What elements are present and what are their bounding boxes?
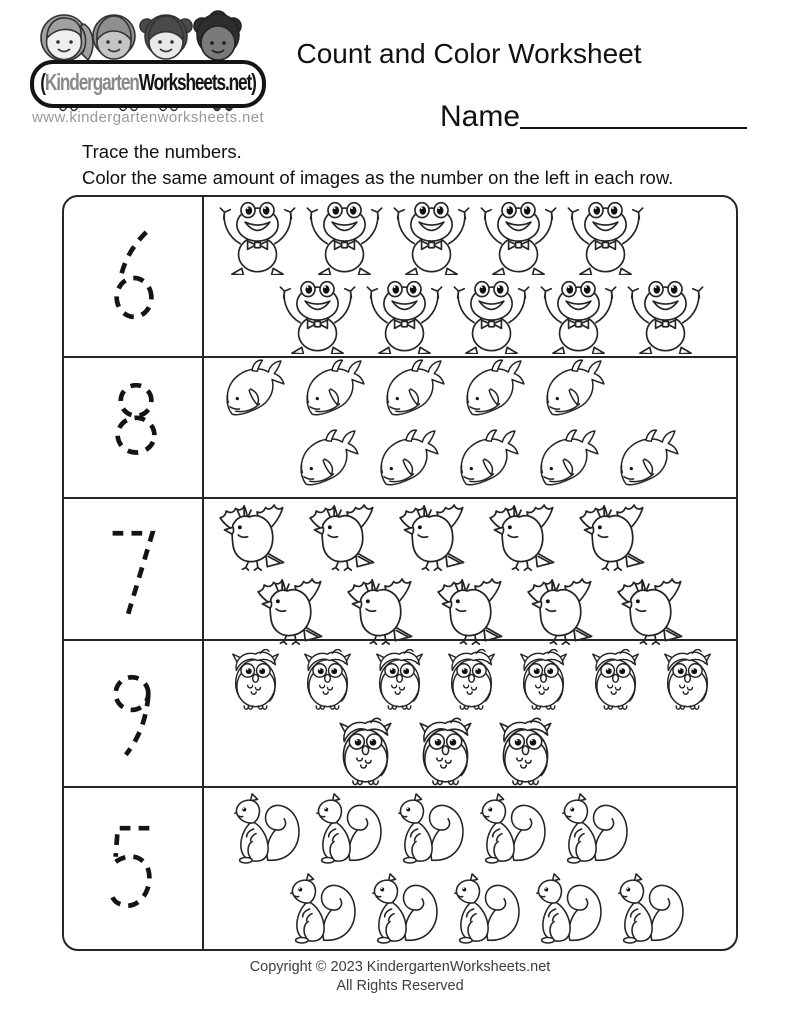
bird-image [340, 573, 430, 645]
bird-image [430, 573, 520, 645]
animal-line-bottom [204, 716, 736, 791]
animal-line-top [204, 788, 736, 869]
dolphin-image [612, 428, 692, 496]
frog-image [475, 199, 562, 275]
squirrel-image [388, 791, 470, 867]
worksheet-row [64, 356, 736, 497]
bird-image [250, 573, 340, 645]
frog-image [388, 199, 475, 275]
logo-name-gray: Kindergarten [44, 68, 139, 95]
name-blank-line [520, 117, 747, 129]
bird-image [302, 499, 392, 571]
trace-number-cell [64, 197, 204, 356]
dolphin-image [372, 428, 452, 496]
frog-image [562, 199, 649, 275]
name-label: Name [440, 100, 521, 133]
bird-image [610, 573, 700, 645]
count-and-color-table [62, 195, 738, 951]
animal-line-top [204, 197, 736, 277]
trace-number [91, 377, 175, 479]
instruction-line-1: Trace the numbers. [82, 141, 242, 162]
squirrel-image [362, 871, 444, 947]
squirrel-image [470, 791, 552, 867]
copyright-text: Copyright © 2023 KindergartenWorksheets.net [249, 959, 551, 975]
frog-image [535, 278, 622, 354]
trace-number [91, 226, 175, 328]
owl-image [486, 713, 565, 789]
squirrel-image [224, 791, 306, 867]
page-title: Count and Color Worksheet [296, 38, 642, 69]
bird-image [572, 499, 662, 571]
rights-text: All Rights Reserved [336, 978, 464, 994]
logo-site-name [40, 64, 256, 100]
worksheet-row [64, 197, 736, 356]
kid-boy-curly-hair-icon [194, 11, 241, 60]
trace-number [91, 665, 175, 767]
trace-number [91, 522, 175, 624]
squirrel-image [306, 791, 388, 867]
animal-line-top [204, 641, 736, 716]
kid-girl-pigtails-icon [140, 15, 192, 59]
trace-number-cell [64, 641, 204, 791]
worksheet-row [64, 497, 736, 639]
logo-paren-right: ) [251, 68, 256, 95]
dolphin-image [538, 358, 618, 426]
logo-name-black: Worksheets.net [138, 68, 252, 95]
animal-line-bottom [204, 428, 736, 498]
bird-image [482, 499, 572, 571]
animal-line-bottom [204, 277, 736, 357]
owl-image [652, 644, 723, 714]
owl-image [580, 644, 651, 714]
dolphin-image [292, 428, 372, 496]
bird-image [212, 499, 302, 571]
frog-image [448, 278, 535, 354]
animal-line-bottom [204, 869, 736, 950]
animal-line-top [204, 499, 736, 573]
owl-image [220, 644, 291, 714]
worksheet-row [64, 639, 736, 786]
animal-images-cell [204, 499, 736, 647]
frog-image [361, 278, 448, 354]
animal-line-top [204, 358, 736, 428]
kid-boy-gray-icon [93, 15, 135, 59]
worksheet-row [64, 786, 736, 949]
dolphin-image [218, 358, 298, 426]
owl-image [292, 644, 363, 714]
squirrel-image [444, 871, 526, 947]
kid-girl-ponytail-icon [41, 15, 93, 61]
dolphin-image [452, 428, 532, 496]
frog-image [301, 199, 388, 275]
owl-image [436, 644, 507, 714]
animal-images-cell [204, 197, 736, 356]
dolphin-image [532, 428, 612, 496]
frog-image [622, 278, 709, 354]
squirrel-image [280, 871, 362, 947]
page-footer [0, 958, 800, 996]
animal-images-cell [204, 788, 736, 949]
animal-images-cell [204, 358, 736, 498]
squirrel-image [552, 791, 634, 867]
dolphin-image [458, 358, 538, 426]
squirrel-image [526, 871, 608, 947]
name-row [440, 100, 747, 134]
site-url: www.kindergartenworksheets.net [32, 109, 265, 126]
trace-number-cell [64, 358, 204, 498]
instructions [82, 139, 673, 191]
logo-paren-left: ( [40, 68, 45, 95]
owl-image [364, 644, 435, 714]
bird-image [520, 573, 610, 645]
trace-number [91, 818, 175, 920]
owl-image [508, 644, 579, 714]
frog-image [274, 278, 361, 354]
owl-image [326, 713, 405, 789]
bird-image [392, 499, 482, 571]
instruction-line-2: Color the same amount of images as the number on the left in each row. [82, 167, 674, 188]
animal-line-bottom [204, 573, 736, 647]
squirrel-image [608, 871, 690, 947]
frog-image [214, 199, 301, 275]
owl-image [406, 713, 485, 789]
animal-images-cell [204, 641, 736, 791]
dolphin-image [378, 358, 458, 426]
trace-number-cell [64, 499, 204, 647]
dolphin-image [298, 358, 378, 426]
trace-number-cell [64, 788, 204, 949]
